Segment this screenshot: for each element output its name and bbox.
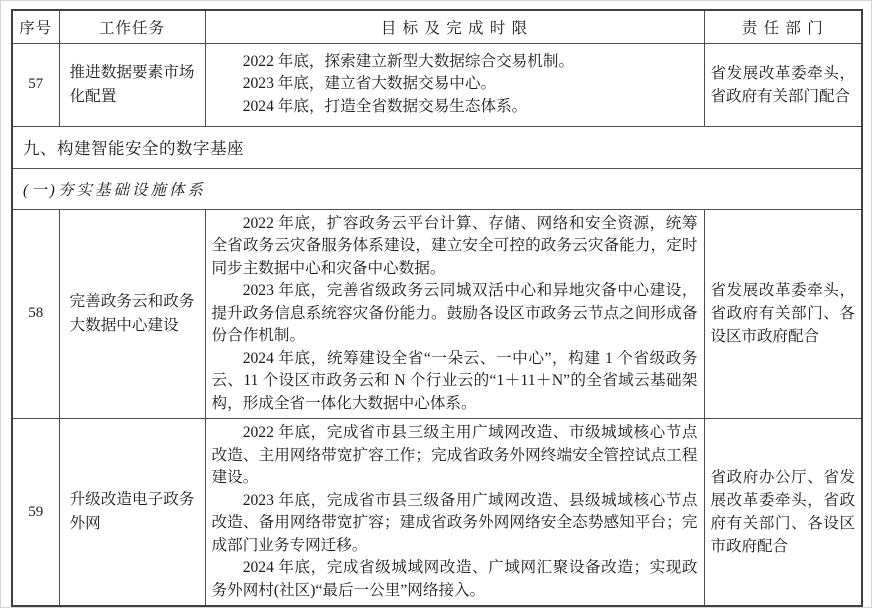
goal-paragraph: 2024 年底，打造全省数据交易生态体系。 [242, 97, 528, 115]
goal-paragraph: 2022 年底，完成省市县三级主用广域网改造、市级城域核心节点改造、主用网络带宽扩容工作；完成省政务外网终端安全管控试点工程建设。 [211, 424, 698, 486]
goal-paragraph: 2022 年底，探索建立新型大数据综合交易机制。 [242, 52, 575, 70]
work-plan-table [11, 9, 863, 607]
subsection-header-row [12, 168, 862, 209]
section-header-row [12, 126, 862, 168]
row-number: 58 [12, 209, 59, 419]
task-cell: 推进数据要素市场化配置 [59, 43, 205, 126]
goal-paragraph: 2023 年底，完成省市县三级备用广域网改造、县级城域核心节点改造、备用网络带宽扩容；建成省政务外网网络安全态势感知平台；完成部门业务专网迁移。 [211, 491, 698, 554]
goals-cell [205, 43, 704, 126]
goals-cell [205, 419, 704, 607]
goal-paragraph: 2023 年底，建立省大数据交易中心。 [242, 75, 497, 93]
header-work-task: 工作任务 [59, 10, 205, 43]
task-row-57 [12, 43, 862, 126]
row-number: 59 [12, 419, 59, 607]
task-row-59 [12, 419, 862, 607]
dept-cell: 省发展改革委牵头，省政府有关部门配合 [704, 43, 862, 126]
dept-cell: 省政府办公厅、省发展改革委牵头，省政府有关部门、各设区市政府配合 [704, 419, 862, 607]
goal-paragraph: 2024 年底，完成省级城域网改造、广域网汇聚设备改造；实现政务外网村(社区)“最后一公里”网络接入。 [211, 559, 698, 599]
goals-cell [205, 209, 704, 419]
section-title: 九、构建智能安全的数字基座 [12, 126, 862, 168]
task-cell: 完善政务云和政务大数据中心建设 [59, 209, 205, 419]
row-number: 57 [12, 43, 59, 126]
goal-paragraph: 2023 年底，完善省级政务云同城双活中心和异地灾备中心建设，提升政务信息系统容灾备份能力。鼓励各设区市政务云节点之间形成备份合作机制。 [211, 282, 698, 344]
goal-paragraph: 2022 年底，扩容政务云平台计算、存储、网络和安全资源，统筹全省政务云灾备服务体系建设，建立安全可控的政务云灾备能力，定时同步主数据中心和灾备中心数据。 [211, 214, 698, 277]
header-goals-deadline: 目 标 及 完 成 时 限 [205, 10, 704, 43]
goal-paragraph: 2024 年底，统筹建设全省“一朵云、一中心”，构建 1 个省级政务云、11 个设区市政务云和 N 个行业云的“1＋11＋N”的全省域云基础架构，形成全省一体化大数据中心体系。 [211, 349, 698, 412]
subsection-title: (一)夯实基础设施体系 [12, 168, 862, 209]
header-serial-number: 序号 [12, 10, 59, 43]
task-cell: 升级改造电子政务外网 [59, 419, 205, 607]
table-header-row [12, 10, 862, 43]
dept-cell: 省发展改革委牵头，省政府有关部门、各设区市政府配合 [704, 209, 862, 419]
header-responsible-dept: 责 任 部 门 [704, 10, 862, 43]
task-row-58 [12, 209, 862, 419]
